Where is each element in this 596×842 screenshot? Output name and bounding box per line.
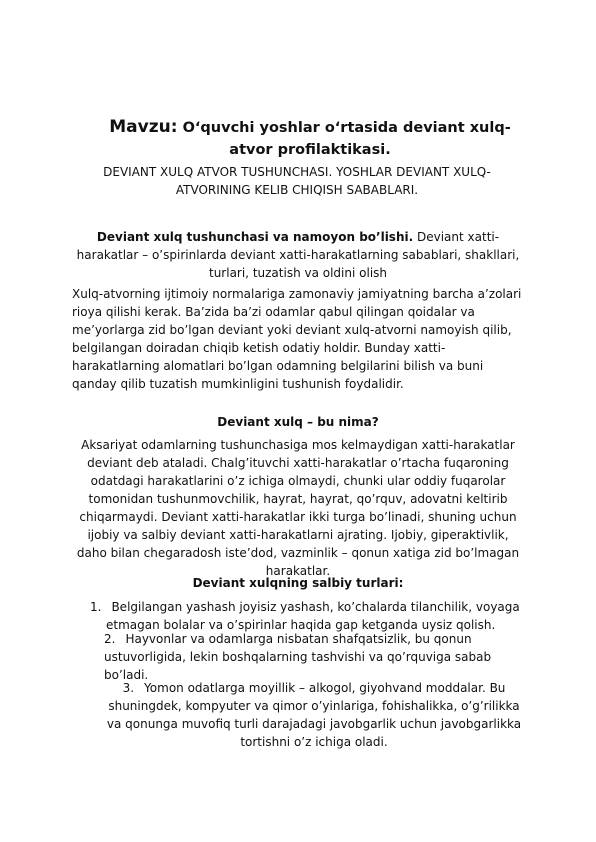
section-heading-negative-types: Deviant xulqning salbiy turlari:	[192, 576, 404, 590]
list-item-text-continued: etmagan bolalar va o’spirinlar haqida gap ketganda uysiz qolish.	[106, 618, 496, 632]
intro-bold-heading: Deviant xulq tushunchasi va namoyon bo’lishi.	[96, 230, 414, 244]
list-number: 2.	[104, 632, 116, 646]
body-paragraph-1: Xulq-atvorning ijtimoiy normalariga zamonaviy jamiyatning barcha a’zolari rioya qilishi kerak. Ba’zida ba’zi odamlar qabul qilingan qoidalar va me’yorlarga zid bo’lgan deviant yoki deviant xulq-atvorni namoyish qilib, belgilangan doiradan chiqib ketish odatiy holdir. Bunday xatti-harakatlarning alomatlari bo’lgan odamning belgilarini bilish va buni qanday qilib tuzatish mumkinligini tushunish foydalidir.	[72, 287, 522, 391]
list-item	[90, 598, 530, 634]
body-paragraph-2: Aksariyat odamlarning tushunchasiga mos kelmaydigan xatti-harakatlar deviant deb ataladi. Chalg’ituvchi xatti-harakatlar o’rtacha fuqaroning odatdagi harakatlarini o’z ichiga olmaydi, chunki ular oddiy fuqarolar tomonidan tushunmovchilik, hayrat, hayrat, qo’rquv, adovatni keltirib chiqarmaydi. Deviant xatti-harakatlar ikki turga bo’linadi, shuning uchun ijobiy va salbiy deviant xatti-harakatlarni ajrating. Ijobiy, giperaktivlik, daho bilan chegaradosh iste’dod, vazminlik – qonun xatiga zid bo’lmagan harakatlar.	[76, 438, 520, 578]
list-item	[104, 630, 524, 684]
list-item	[104, 679, 524, 751]
title-text: O‘quvchi yoshlar o‘rtasida deviant xulq-atvor profilaktikasi.	[182, 120, 511, 158]
list-number: 3.	[122, 681, 135, 695]
list-item-text: Hayvonlar va odamlarga nisbatan shafqatsizlik, bu qonun ustuvorligida, lekin boshqalarning tashvishi va qo’rquviga sabab bo’ladi.	[104, 632, 492, 682]
section-heading-what-is: Deviant xulq – bu nima?	[217, 415, 379, 429]
list-number: 1.	[90, 600, 102, 614]
title-lead: Mavzu:	[109, 117, 178, 137]
page-title	[100, 116, 520, 161]
list-item-text: Yomon odatlarga moyillik – alkogol, giyohvand moddalar. Bu shuningdek, kompyuter va qimor o’yinlariga, fohishalikka, o’g’rilikka va qonunga muvofiq turli darajadagi javobgarlik uchun javobgarlikka tortishni o’z ichiga oladi.	[106, 681, 522, 749]
page-subtitle: DEVIANT XULQ ATVOR TUSHUNCHASI. YOSHLAR DEVIANT XULQ-ATVORINING KELIB CHIQISH SABABLARI.	[103, 165, 491, 197]
intro-text: Deviant xatti-harakatlar – o’spirinlarda deviant xatti-harakatlarning sabablari, shakllari, turlari, tuzatish va oldini olish	[76, 230, 520, 280]
intro-paragraph	[72, 228, 524, 282]
list-item-text: Belgilangan yashash joyisiz yashash, ko’chalarda tilanchilik, voyaga	[111, 600, 520, 614]
